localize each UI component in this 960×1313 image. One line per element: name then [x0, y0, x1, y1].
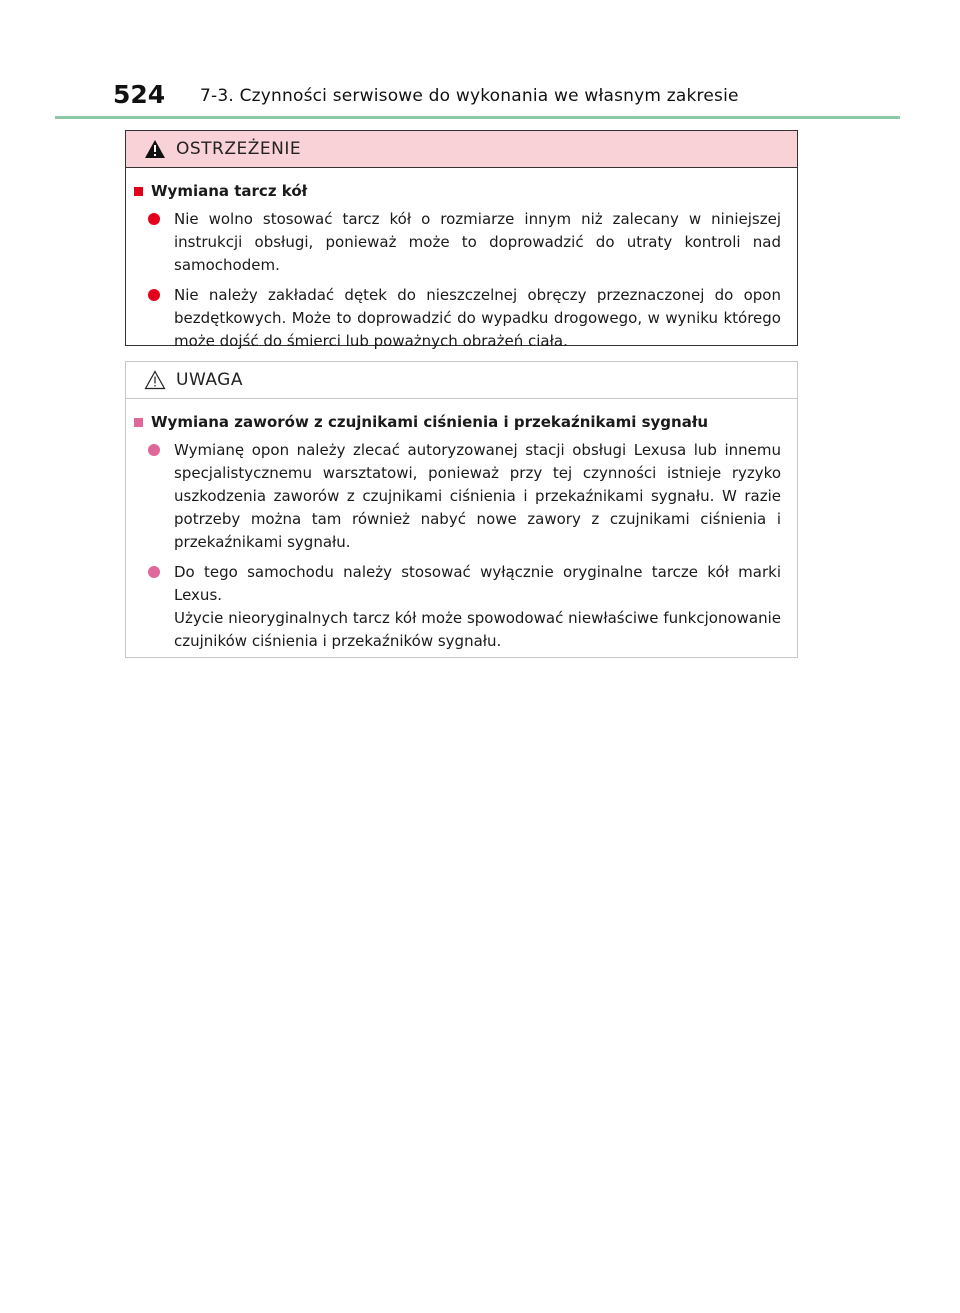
page-header — [55, 80, 900, 119]
list-item — [134, 208, 781, 277]
bullet-dot-icon — [148, 213, 160, 225]
notice-section — [126, 399, 797, 653]
square-bullet-icon — [134, 187, 143, 196]
list-item — [134, 561, 781, 653]
warning-box — [125, 130, 798, 350]
warning-triangle-outline-icon — [144, 370, 166, 390]
warning-section-title-text: Wymiana tarcz kół — [151, 182, 308, 200]
list-item-text: Wymianę opon należy zlecać autoryzowanej stacji obsługi Lexusa lub innemu specjalistycznemu warsztatowi, ponieważ przy tej czynności istnieje ryzyko uszkodzenia zaworów z czujnikami ciśnienia i przekaźnikami sygnału. W razie potrzeby można tam również nabyć nowe zawory z czujnikami ciśnienia i przekaźnikami sygnału. — [174, 441, 781, 551]
page-number: 524 — [113, 80, 166, 109]
list-item — [134, 284, 781, 353]
list-item-text-continued: Użycie nieoryginalnych tarcz kół może spowodować niewłaściwe funkcjonowanie czujników ciśnienia i przekaźników sygnału. — [174, 609, 781, 650]
list-item — [134, 439, 781, 554]
notice-title: UWAGA — [176, 370, 243, 390]
notice-section-title-text: Wymiana zaworów z czujnikami ciśnienia i przekaźnikami sygnału — [151, 413, 709, 431]
bullet-dot-icon — [148, 566, 160, 578]
notice-header — [126, 362, 797, 399]
warning-section — [126, 168, 797, 353]
warning-header — [126, 131, 797, 168]
list-item-text: Nie należy zakładać dętek do nieszczelnej obręczy przeznaczonej do opon bezdętkowych. Może to doprowadzić do wypadku drogowego, w wyniku którego może dojść do śmierci lub poważnych obrażeń ciała. — [174, 286, 781, 350]
list-item-text: Do tego samochodu należy stosować wyłącznie oryginalne tarcze kół marki Lexus. — [174, 563, 781, 604]
warning-title: OSTRZEŻENIE — [176, 139, 302, 159]
chapter-title: 7-3. Czynności serwisowe do wykonania we własnym zakresie — [200, 86, 739, 106]
notice-section-title — [134, 413, 781, 431]
list-item-text: Nie wolno stosować tarcz kół o rozmiarze innym niż zalecany w niniejszej instrukcji obsługi, ponieważ może to doprowadzić do utraty kontroli nad samochodem. — [174, 210, 781, 274]
warning-triangle-filled-icon — [144, 139, 166, 159]
bullet-dot-icon — [148, 289, 160, 301]
bullet-dot-icon — [148, 444, 160, 456]
notice-box — [125, 361, 798, 658]
square-bullet-icon — [134, 418, 143, 427]
warning-section-title — [134, 182, 781, 200]
